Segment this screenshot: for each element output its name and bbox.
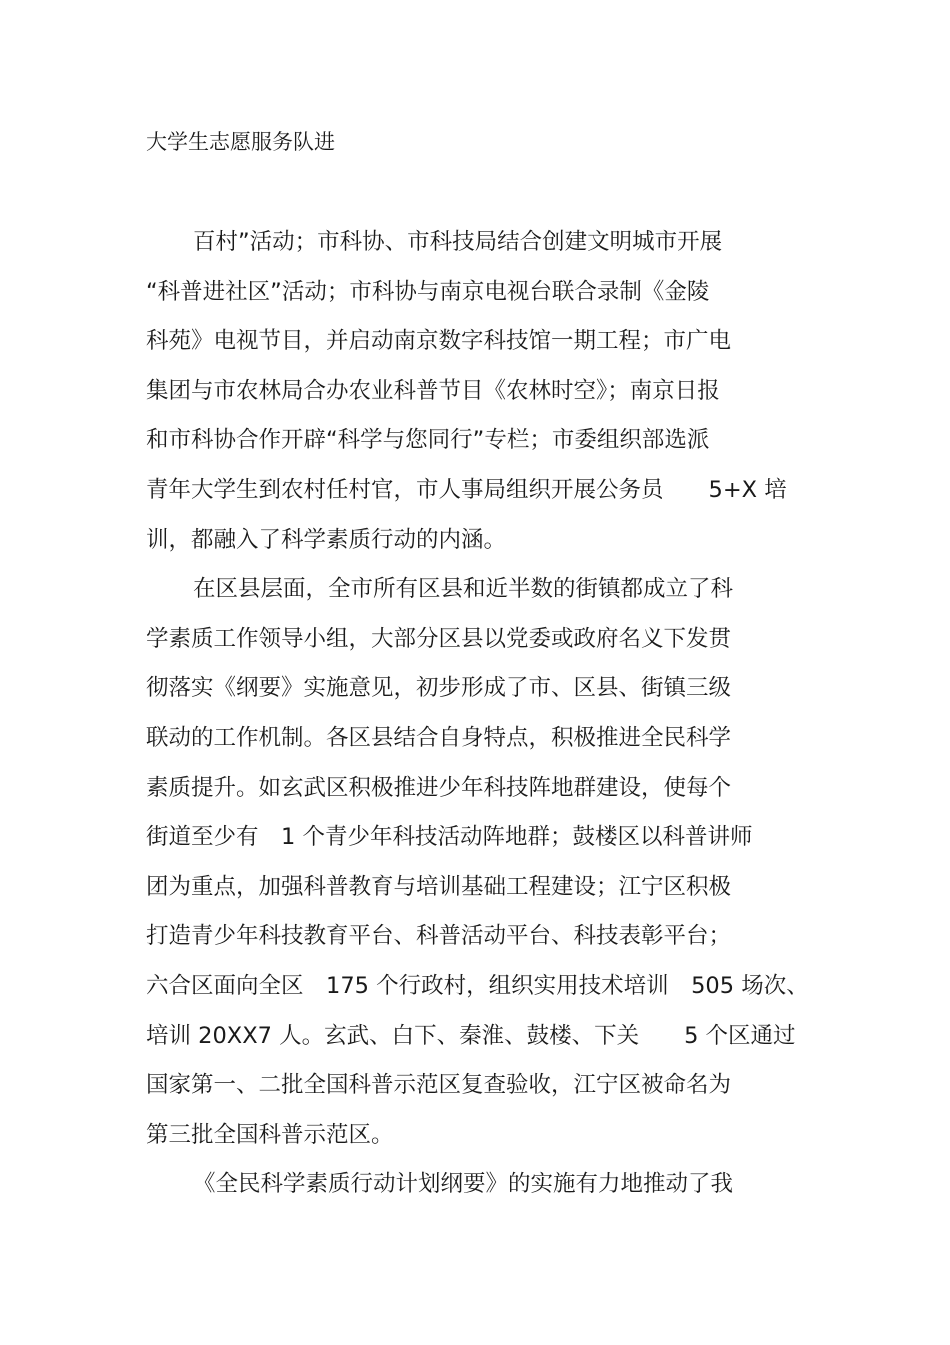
text-line: 学素质工作领导小组，大部分区县以党委或政府名义下发贯: [146, 625, 732, 652]
text-line: 青年大学生到农村任村官，市人事局组织开展公务员 5+X 培: [146, 476, 787, 503]
text-line: 训，都融入了科学素质行动的内涵。: [146, 526, 507, 553]
text-line: 六合区面向全区 175 个行政村，组织实用技术培训 505 场次、: [146, 972, 809, 999]
text-line: 集团与市农林局合办农业科普节目《农林时空》；南京日报: [146, 377, 720, 404]
text-line: 打造青少年科技教育平台、科普活动平台、科技表彰平台；: [146, 923, 732, 950]
text-line: “科普进社区”活动；市科协与南京电视台联合录制《金陵: [146, 278, 710, 305]
text-line: 街道至少有 1 个青少年科技活动阵地群；鼓楼区以科普讲师: [146, 824, 753, 851]
text-line: 联动的工作机制。各区县结合自身特点，积极推进全民科学: [146, 724, 732, 751]
text-line: 第三批全国科普示范区。: [146, 1121, 394, 1148]
text-line: 彻落实《纲要》实施意见，初步形成了市、区县、街镇三级: [146, 675, 732, 702]
text-line: 国家第一、二批全国科普示范区复查验收，江宁区被命名为: [146, 1072, 732, 1099]
text-line: 团为重点，加强科普教育与培训基础工程建设；江宁区积极: [146, 873, 732, 900]
document-header: 大学生志愿服务队进: [146, 130, 335, 154]
text-line: 百村”活动；市科协、市科技局结合创建文明城市开展: [193, 229, 723, 255]
text-line: 在区县层面，全市所有区县和近半数的街镇都成立了科: [193, 576, 734, 603]
text-line: 素质提升。如玄武区积极推进少年科技阵地群建设，使每个: [146, 774, 732, 801]
text-line: 《全民科学素质行动计划纲要》的实施有力地推动了我: [193, 1171, 734, 1198]
text-line: 和市科协合作开辟“科学与您同行”专栏；市委组织部选派: [146, 427, 710, 454]
text-line: 科苑》电视节目，并启动南京数字科技馆一期工程；市广电: [146, 328, 732, 355]
text-line: 培训 20XX7 人。玄武、白下、秦淮、鼓楼、下关 5 个区通过: [146, 1022, 796, 1049]
document-body: [146, 226, 846, 1218]
